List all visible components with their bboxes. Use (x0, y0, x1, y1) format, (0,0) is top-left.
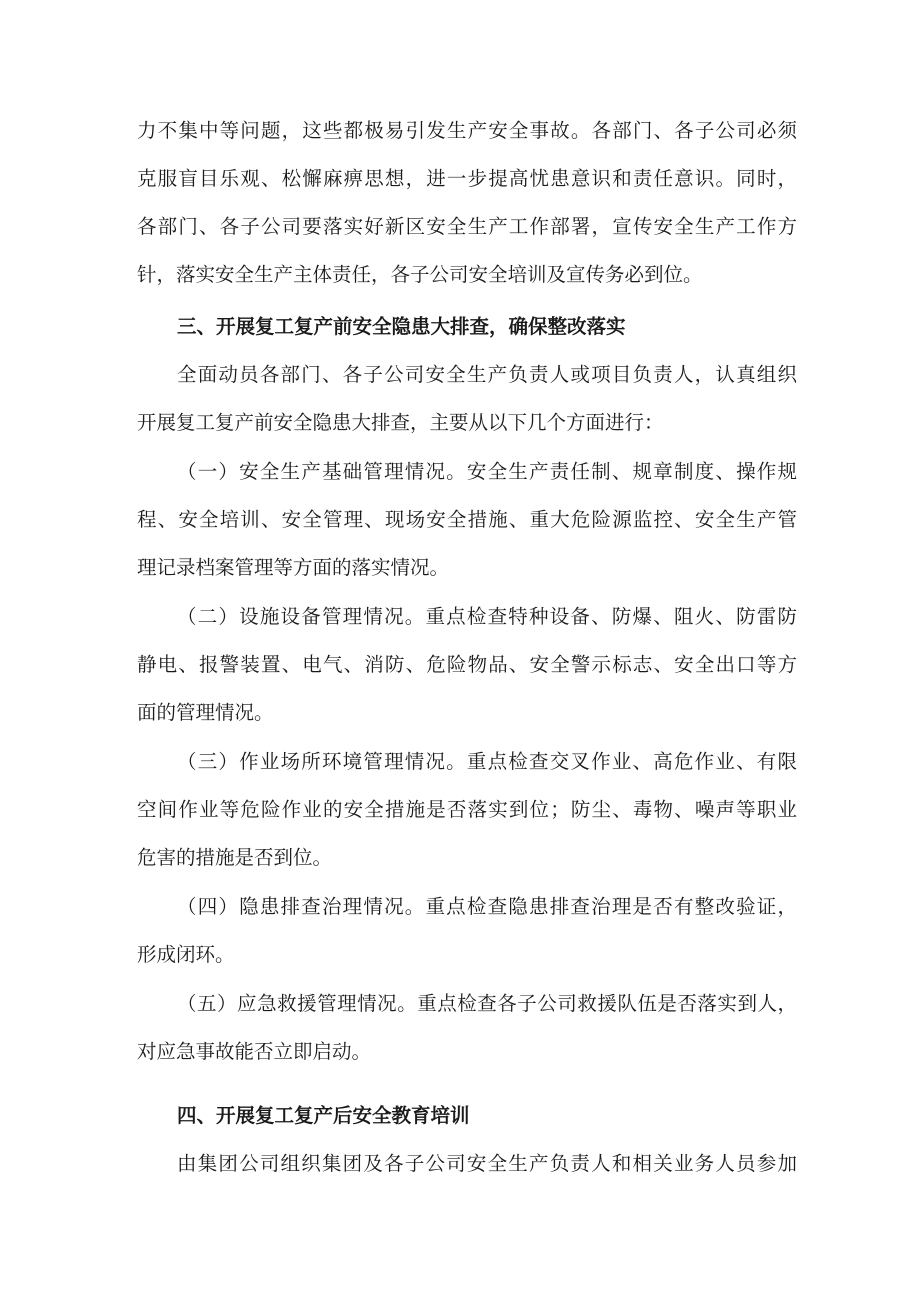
list-item-line: （二）设施设备管理情况。重点检查特种设备、防爆、阻火、防雷防 (177, 605, 797, 628)
paragraph-line: 开展复工复产前安全隐患大排查，主要从以下几个方面进行： (137, 411, 664, 434)
paragraph-line: 力不集中等问题，这些都极易引发生产安全事故。各部门、各子公司必须 (137, 119, 797, 142)
list-item-line: （五）应急救援管理情况。重点检查各子公司救援队伍是否落实到人， (177, 992, 797, 1015)
section-heading: 三、开展复工复产前安全隐患大排查，确保整改落实 (177, 315, 626, 338)
list-item-line: 对应急事故能否立即启动。 (137, 1040, 372, 1063)
list-item-line: （三）作业场所环境管理情况。重点检查交叉作业、高危作业、有限 (177, 750, 797, 773)
paragraph-line: 针，落实安全生产主体责任，各子公司安全培训及宣传务必到位。 (137, 263, 703, 286)
list-item-line: 面的管理情况。 (137, 701, 274, 724)
list-item-line: （一）安全生产基础管理情况。安全生产责任制、规章制度、操作规 (177, 460, 797, 483)
list-item-line: 危害的措施是否到位。 (137, 846, 333, 869)
list-item-line: 理记录档案管理等方面的落实情况。 (137, 556, 450, 579)
list-item-line: 静电、报警装置、电气、消防、危险物品、安全警示标志、安全出口等方 (137, 653, 797, 676)
paragraph-line: 全面动员各部门、各子公司安全生产负责人或项目负责人，认真组织 (177, 363, 797, 386)
section-heading: 四、开展复工复产后安全教育培训 (177, 1104, 470, 1127)
list-item-line: 空间作业等危险作业的安全措施是否落实到位；防尘、毒物、噪声等职业 (137, 798, 797, 821)
list-item-line: 程、安全培训、安全管理、现场安全措施、重大危险源监控、安全生产管 (137, 508, 797, 531)
paragraph-line: 各部门、各子公司要落实好新区安全生产工作部署，宣传安全生产工作方 (137, 215, 797, 238)
paragraph-line: 由集团公司组织集团及各子公司安全生产负责人和相关业务人员参加 (177, 1152, 797, 1175)
paragraph-line: 克服盲目乐观、松懈麻痹思想，进一步提高忧患意识和责任意识。同时， (137, 167, 797, 190)
list-item-line: 形成闭环。 (137, 943, 235, 966)
list-item-line: （四）隐患排查治理情况。重点检查隐患排查治理是否有整改验证， (177, 895, 797, 918)
